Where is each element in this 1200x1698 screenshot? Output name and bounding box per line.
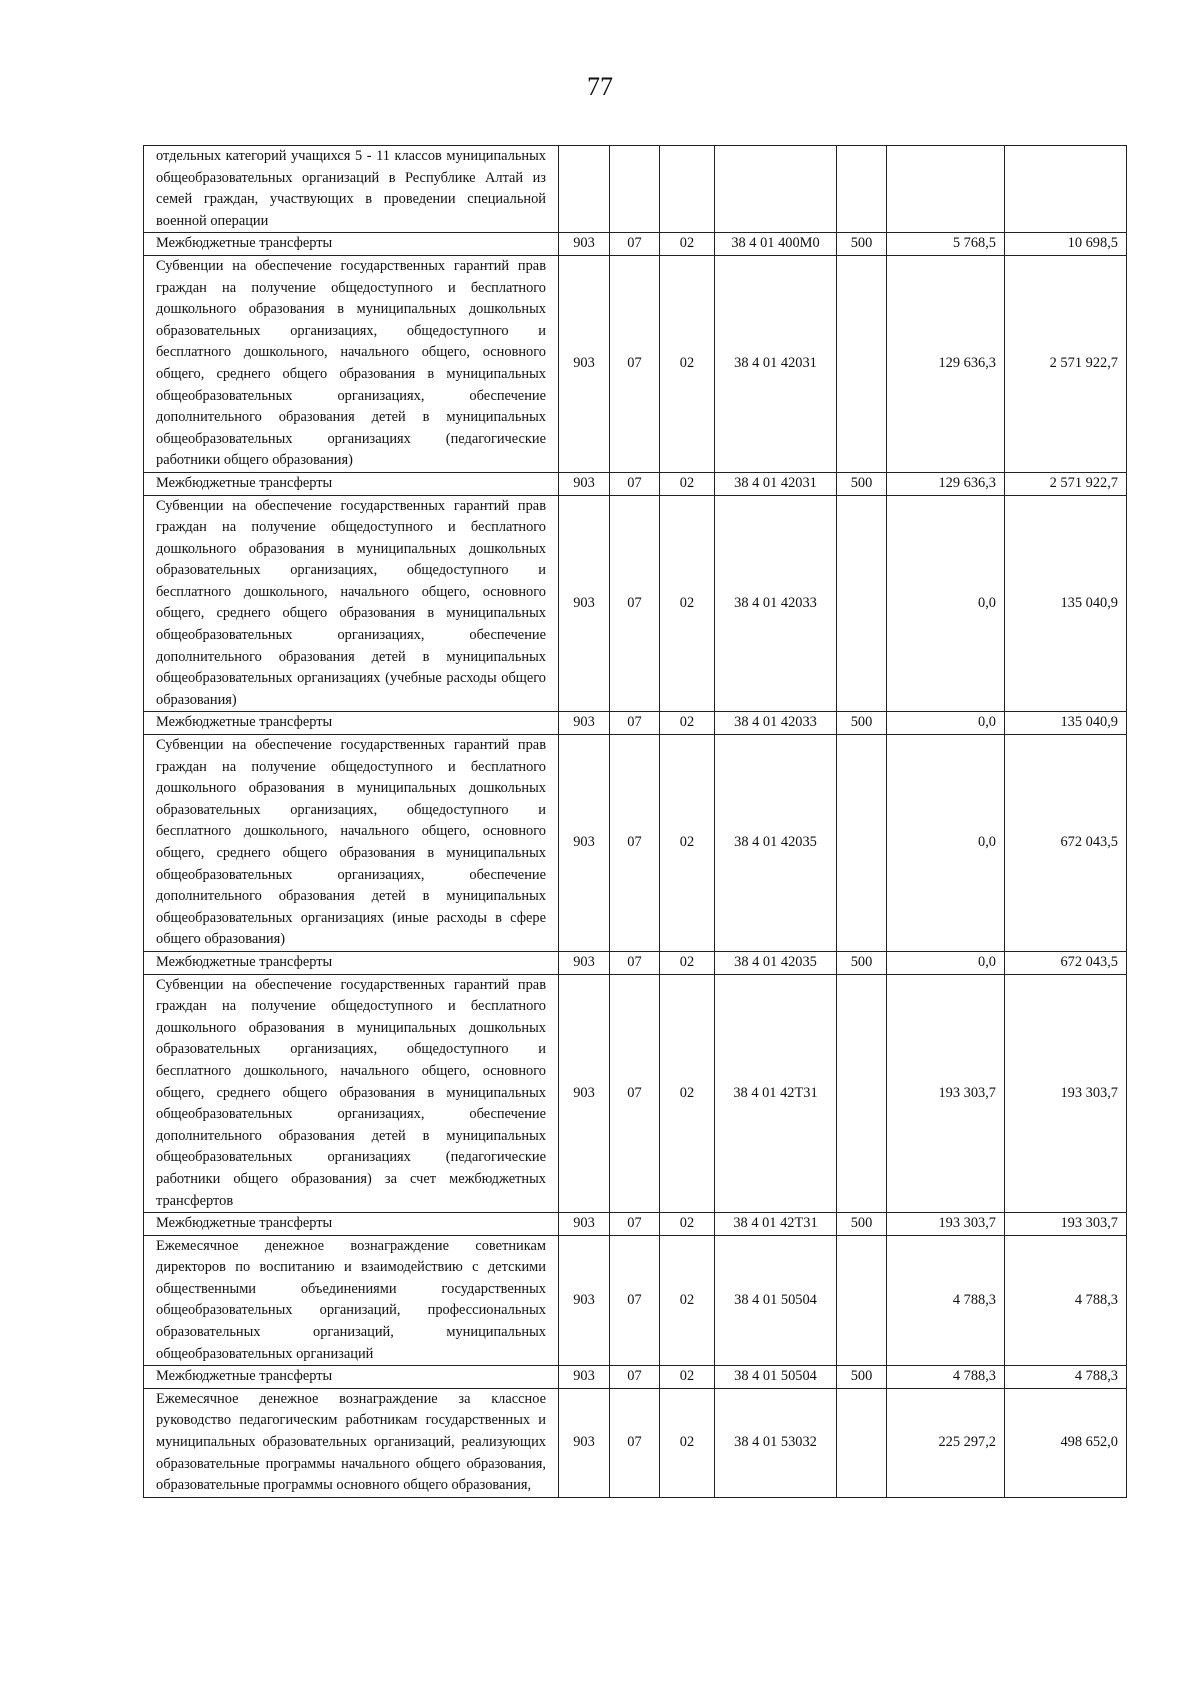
row-sum-1: 193 303,7 xyxy=(887,1213,1005,1236)
row-rz-code: 07 xyxy=(610,951,660,974)
row-pr-code: 02 xyxy=(660,233,715,256)
table-row xyxy=(144,1366,1127,1389)
row-rz-code: 07 xyxy=(610,712,660,735)
row-pr-code: 02 xyxy=(660,1366,715,1389)
row-sum-1: 129 636,3 xyxy=(887,255,1005,472)
table-row xyxy=(144,1213,1127,1236)
row-cs-code: 38 4 01 42035 xyxy=(715,951,837,974)
row-rz-code: 07 xyxy=(610,1388,660,1497)
row-sum-1: 4 788,3 xyxy=(887,1366,1005,1389)
row-sum-1: 0,0 xyxy=(887,951,1005,974)
row-vr-code xyxy=(837,1388,887,1497)
row-cs-code: 38 4 01 42031 xyxy=(715,255,837,472)
page-number: 77 xyxy=(587,72,613,101)
row-cs-code: 38 4 01 42033 xyxy=(715,495,837,712)
row-description: Субвенции на обеспечение государственных гарантий прав граждан на получение общедоступного и бесплатного дошкольного образования в муниципальных дошкольных образовательных организациях, общедоступного и бесплатного дошкольного, начального общего, основного общего, среднего общего образования в муниципальных общеобразовательных организациях, обеспечение дополнительного образования детей в муниципальных общеобразовательных организациях (педагогические работники общего образования) за счет межбюджетных трансфертов xyxy=(144,974,559,1213)
row-sum-2: 498 652,0 xyxy=(1005,1388,1127,1497)
row-gr-code: 903 xyxy=(559,951,610,974)
row-rz-code: 07 xyxy=(610,233,660,256)
row-sum-2: 4 788,3 xyxy=(1005,1235,1127,1366)
budget-table-body xyxy=(144,146,1127,1498)
row-sum-1: 5 768,5 xyxy=(887,233,1005,256)
row-pr-code: 02 xyxy=(660,951,715,974)
row-cs-code: 38 4 01 50504 xyxy=(715,1366,837,1389)
row-gr-code: 903 xyxy=(559,255,610,472)
row-description: Субвенции на обеспечение государственных гарантий прав граждан на получение общедоступного и бесплатного дошкольного образования в муниципальных дошкольных образовательных организациях, общедоступного и бесплатного дошкольного, начального общего, основного общего, среднего общего образования в муниципальных общеобразовательных организациях, обеспечение дополнительного образования детей в муниципальных общеобразовательных организациях (иные расходы в сфере общего образования) xyxy=(144,735,559,952)
row-cs-code: 38 4 01 53032 xyxy=(715,1388,837,1497)
row-rz-code: 07 xyxy=(610,974,660,1213)
row-sum-1: 0,0 xyxy=(887,712,1005,735)
row-gr-code xyxy=(559,146,610,233)
row-cs-code: 38 4 01 50504 xyxy=(715,1235,837,1366)
row-cs-code: 38 4 01 42035 xyxy=(715,735,837,952)
row-sum-1: 0,0 xyxy=(887,735,1005,952)
row-rz-code: 07 xyxy=(610,255,660,472)
row-gr-code: 903 xyxy=(559,712,610,735)
table-row xyxy=(144,472,1127,495)
row-sum-2: 672 043,5 xyxy=(1005,735,1127,952)
table-row xyxy=(144,951,1127,974)
row-gr-code: 903 xyxy=(559,1366,610,1389)
row-sum-2: 2 571 922,7 xyxy=(1005,255,1127,472)
row-description: Ежемесячное денежное вознаграждение советникам директоров по воспитанию и взаимодействию с детскими общественными объединениями государственных общеобразовательных организаций, профессиональных образовательных организаций, муниципальных общеобразовательных организаций xyxy=(144,1235,559,1366)
row-gr-code: 903 xyxy=(559,233,610,256)
table-row xyxy=(144,712,1127,735)
row-pr-code: 02 xyxy=(660,255,715,472)
row-vr-code xyxy=(837,974,887,1213)
row-description: Субвенции на обеспечение государственных гарантий прав граждан на получение общедоступного и бесплатного дошкольного образования в муниципальных дошкольных образовательных организациях, общедоступного и бесплатного дошкольного, начального общего, основного общего, среднего общего образования в муниципальных общеобразовательных организациях, обеспечение дополнительного образования детей в муниципальных общеобразовательных организациях (учебные расходы общего образования) xyxy=(144,495,559,712)
row-cs-code: 38 4 01 42T31 xyxy=(715,974,837,1213)
row-sum-1: 4 788,3 xyxy=(887,1235,1005,1366)
row-sum-1 xyxy=(887,146,1005,233)
row-rz-code: 07 xyxy=(610,1235,660,1366)
table-row xyxy=(144,255,1127,472)
row-sum-1: 193 303,7 xyxy=(887,974,1005,1213)
row-description: Межбюджетные трансферты xyxy=(144,233,559,256)
row-description: Межбюджетные трансферты xyxy=(144,1213,559,1236)
row-sum-2: 2 571 922,7 xyxy=(1005,472,1127,495)
row-pr-code xyxy=(660,146,715,233)
row-cs-code: 38 4 01 42T31 xyxy=(715,1213,837,1236)
table-row xyxy=(144,146,1127,233)
row-vr-code: 500 xyxy=(837,472,887,495)
row-description: Межбюджетные трансферты xyxy=(144,951,559,974)
row-cs-code: 38 4 01 42031 xyxy=(715,472,837,495)
row-pr-code: 02 xyxy=(660,1235,715,1366)
row-gr-code: 903 xyxy=(559,1213,610,1236)
row-sum-2: 193 303,7 xyxy=(1005,1213,1127,1236)
row-description: Межбюджетные трансферты xyxy=(144,712,559,735)
row-cs-code: 38 4 01 42033 xyxy=(715,712,837,735)
row-sum-2: 672 043,5 xyxy=(1005,951,1127,974)
row-vr-code: 500 xyxy=(837,951,887,974)
row-vr-code: 500 xyxy=(837,233,887,256)
row-gr-code: 903 xyxy=(559,735,610,952)
row-description: Межбюджетные трансферты xyxy=(144,472,559,495)
row-vr-code: 500 xyxy=(837,1366,887,1389)
row-vr-code xyxy=(837,146,887,233)
table-row xyxy=(144,1388,1127,1497)
row-pr-code: 02 xyxy=(660,472,715,495)
row-rz-code: 07 xyxy=(610,495,660,712)
table-row xyxy=(144,1235,1127,1366)
row-description: Межбюджетные трансферты xyxy=(144,1366,559,1389)
row-pr-code: 02 xyxy=(660,735,715,952)
row-cs-code: 38 4 01 400M0 xyxy=(715,233,837,256)
row-pr-code: 02 xyxy=(660,712,715,735)
table-row xyxy=(144,495,1127,712)
row-vr-code: 500 xyxy=(837,712,887,735)
row-sum-1: 129 636,3 xyxy=(887,472,1005,495)
row-cs-code xyxy=(715,146,837,233)
row-sum-2: 10 698,5 xyxy=(1005,233,1127,256)
budget-table xyxy=(143,145,1127,1498)
row-description: отдельных категорий учащихся 5 - 11 классов муниципальных общеобразовательных организаций в Республике Алтай из семей граждан, участвующих в проведении специальной военной операции xyxy=(144,146,559,233)
row-vr-code xyxy=(837,495,887,712)
row-rz-code: 07 xyxy=(610,472,660,495)
row-pr-code: 02 xyxy=(660,495,715,712)
row-description: Субвенции на обеспечение государственных гарантий прав граждан на получение общедоступного и бесплатного дошкольного образования в муниципальных дошкольных образовательных организациях, общедоступного и бесплатного дошкольного, начального общего, основного общего, среднего общего образования в муниципальных общеобразовательных организациях, обеспечение дополнительного образования детей в муниципальных общеобразовательных организациях (педагогические работники общего образования) xyxy=(144,255,559,472)
row-rz-code xyxy=(610,146,660,233)
table-row xyxy=(144,974,1127,1213)
row-pr-code: 02 xyxy=(660,1388,715,1497)
row-vr-code xyxy=(837,1235,887,1366)
row-rz-code: 07 xyxy=(610,1366,660,1389)
row-gr-code: 903 xyxy=(559,974,610,1213)
row-gr-code: 903 xyxy=(559,1235,610,1366)
row-vr-code xyxy=(837,735,887,952)
table-row xyxy=(144,735,1127,952)
row-vr-code xyxy=(837,255,887,472)
row-pr-code: 02 xyxy=(660,1213,715,1236)
row-gr-code: 903 xyxy=(559,495,610,712)
row-sum-2 xyxy=(1005,146,1127,233)
row-sum-2: 135 040,9 xyxy=(1005,712,1127,735)
row-rz-code: 07 xyxy=(610,1213,660,1236)
row-rz-code: 07 xyxy=(610,735,660,952)
row-sum-2: 135 040,9 xyxy=(1005,495,1127,712)
row-gr-code: 903 xyxy=(559,1388,610,1497)
row-sum-2: 193 303,7 xyxy=(1005,974,1127,1213)
row-sum-1: 225 297,2 xyxy=(887,1388,1005,1497)
row-pr-code: 02 xyxy=(660,974,715,1213)
row-sum-1: 0,0 xyxy=(887,495,1005,712)
row-gr-code: 903 xyxy=(559,472,610,495)
row-vr-code: 500 xyxy=(837,1213,887,1236)
row-sum-2: 4 788,3 xyxy=(1005,1366,1127,1389)
table-row xyxy=(144,233,1127,256)
row-description: Ежемесячное денежное вознаграждение за классное руководство педагогическим работникам государственных и муниципальных образовательных организаций, реализующих образовательные программы начального общего образования, образовательные программы основного общего образования, xyxy=(144,1388,559,1497)
